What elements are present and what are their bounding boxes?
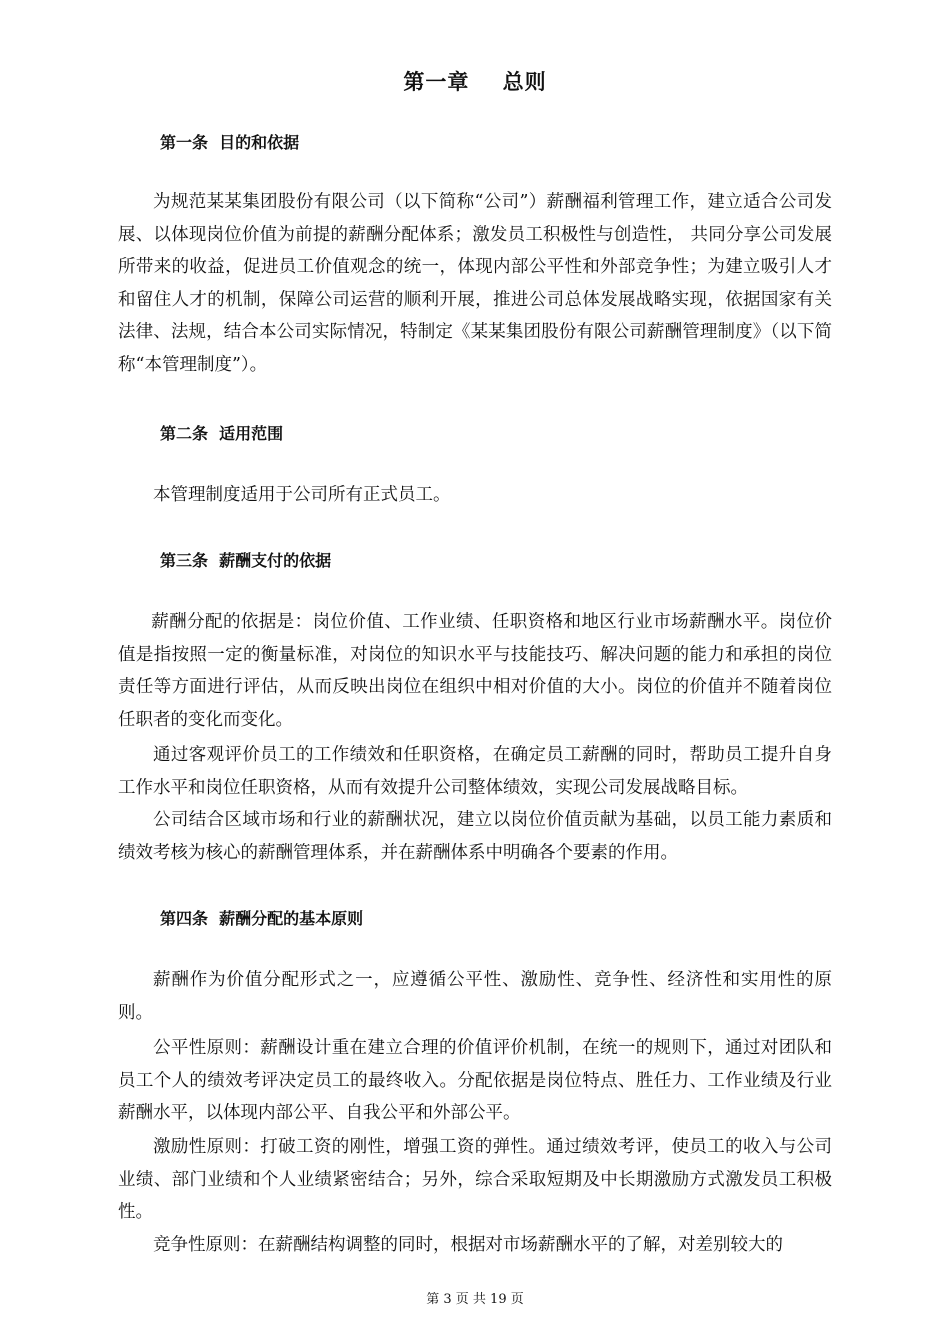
- paragraph-purpose: 为规范某某集团股份有限公司（以下简称“公司”）薪酬福利管理工作，建立适合公司发展、以体现岗位价值为前提的薪酬分配体系；激发员工积极性与创造性， 共同分享公司发展所带来的收益，促进员工价值观念的统一，体现内部公平性和外部竞争性；为建立吸引人才和留住人才的机制，保障公司运营的顺利开展，推进公司总体发展战略实现，依据国家有关法律、法规，结合本公司实际情况，特制定《某某集团股份有限公司薪酬管理制度》（以下简称“本管理制度”）。: [118, 192, 832, 375]
- paragraph-basis-2: 通过客观评价员工的工作绩效和任职资格，在确定员工薪酬的同时，帮助员工提升自身工作水平和岗位任职资格，从而有效提升公司整体绩效，实现公司发展战略目标。: [118, 745, 832, 798]
- paragraph-incentive: 激励性原则：打破工资的刚性，增强工资的弹性。通过绩效考评，使员工的收入与公司业绩、部门业绩和个人业绩紧密结合；另外，综合采取短期及中长期激励方式激发员工积极性。: [118, 1137, 832, 1222]
- paragraph-basis-3: 公司结合区域市场和行业的薪酬状况，建立以岗位价值贡献为基础，以员工能力素质和绩效考核为核心的薪酬管理体系，并在薪酬体系中明确各个要素的作用。: [118, 810, 832, 863]
- paragraph-basis-1: 薪酬分配的依据是：岗位价值、工作业绩、任职资格和地区行业市场薪酬水平。岗位价值是指按照一定的衡量标准，对岗位的知识水平与技能技巧、解决问题的能力和承担的岗位责任等方面进行评估，从而反映出岗位在组织中相对价值的大小。岗位的价值并不随着岗位任职者的变化而变化。: [118, 612, 832, 730]
- paragraph-principles-intro: 薪酬作为价值分配形式之一，应遵循公平性、激励性、竞争性、经济性和实用性的原则。: [118, 970, 832, 1023]
- paragraph-competitiveness: 竞争性原则：在薪酬结构调整的同时，根据对市场薪酬水平的了解，对差别较大的: [153, 1235, 783, 1255]
- article-heading-3: 第三条 薪酬支付的依据: [160, 551, 332, 570]
- document-page: [118, 0, 832, 1344]
- paragraph-fairness: 公平性原则：薪酬设计重在建立合理的价值评价机制，在统一的规则下，通过对团队和员工个人的绩效考评决定员工的最终收入。分配依据是岗位特点、胜任力、工作业绩及行业薪酬水平，以体现内部公平、自我公平和外部公平。: [118, 1038, 832, 1123]
- article-heading-4: 第四条 薪酬分配的基本原则: [160, 909, 364, 928]
- page-footer: 第 3 页 共 19 页: [426, 1292, 524, 1307]
- article-heading-2: 第二条 适用范围: [160, 424, 284, 443]
- paragraph-scope: 本管理制度适用于公司所有正式员工。: [153, 485, 451, 505]
- chapter-title: 第一章 总则: [403, 70, 547, 94]
- article-heading-1: 第一条 目的和依据: [160, 133, 300, 152]
